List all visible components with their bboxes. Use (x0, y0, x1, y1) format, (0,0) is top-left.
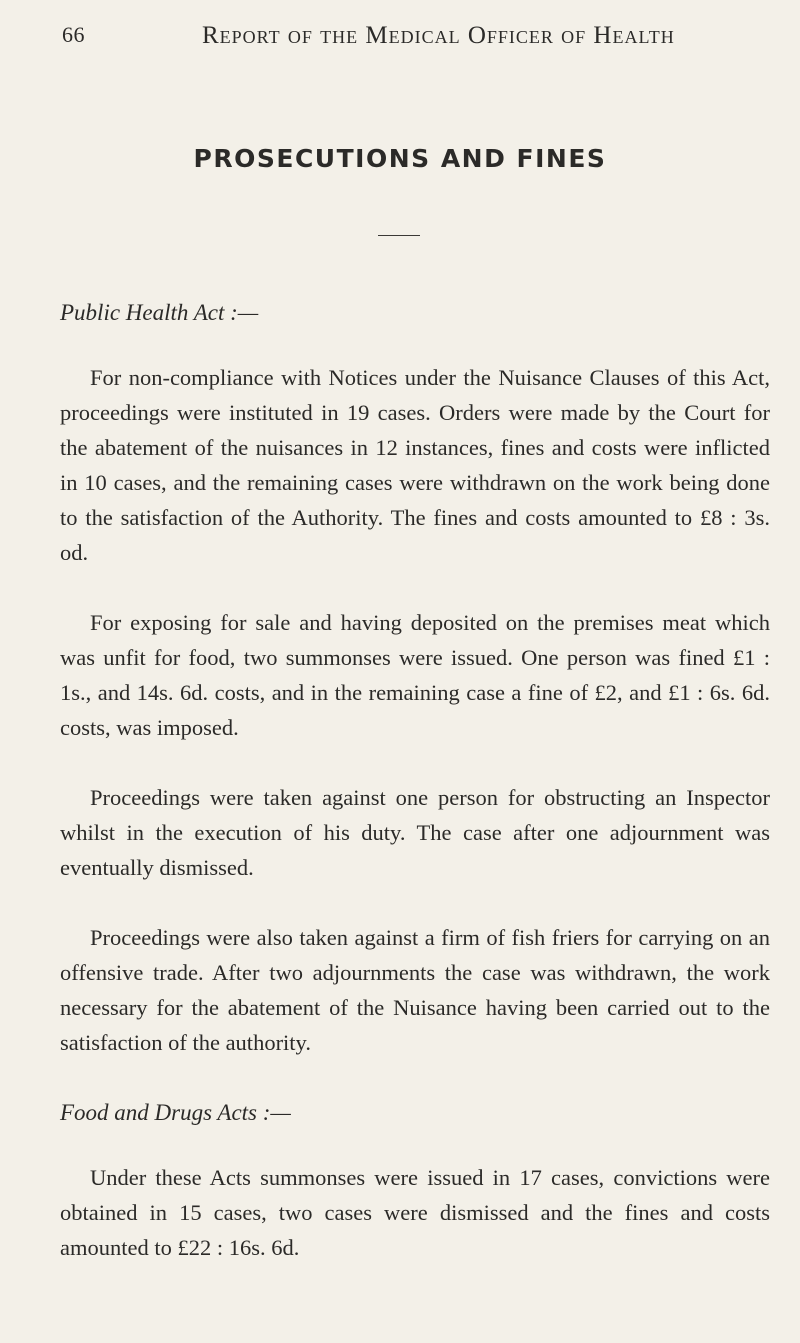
paragraph: Under these Acts summonses were issued in 17 cases, convictions were obtained in 15 cases, two cases were dismissed and the fines and costs amounted to £22 : 16s. 6d. (60, 1165, 770, 1260)
section-heading-food-and-drugs-acts: Food and Drugs Acts :— (60, 1100, 291, 1125)
running-title: Report of the Medical Officer of Health (202, 22, 675, 49)
section-heading-public-health-act: Public Health Act :— (60, 300, 259, 325)
page-number: 66 (62, 22, 85, 47)
paragraph: For non-compliance with Notices under the Nuisance Clauses of this Act, proceedings were instituted in 19 cases. Orders were made by the Court for the abatement of the nuisances in 12 instances, fines and costs were inflicted in 10 cases, and the remaining cases were withdrawn on the work being done to the satisfaction of the Authority. The fines and costs amounted to £8 : 3s. od. (60, 365, 770, 565)
document-body (60, 295, 770, 1265)
paragraph: Proceedings were taken against one person for obstructing an Inspector whilst in the execution of his duty. The case after one adjournment was eventually dismissed. (60, 785, 770, 880)
document-title: PROSECUTIONS AND FINES (193, 144, 607, 173)
running-head (62, 22, 762, 52)
paragraph: Proceedings were also taken against a firm of fish friers for carrying on an offensive trade. After two adjournments the case was withdrawn, the work necessary for the abatement of the Nuisance having been carried out to the satisfaction of the authority. (60, 925, 770, 1055)
title-divider (378, 235, 420, 236)
paragraph: For exposing for sale and having deposited on the premises meat which was unfit for food, two summonses were issued. One person was fined £1 : 1s., and 14s. 6d. costs, and in the remaining case a fine of £2, and £1 : 6s. 6d. costs, was imposed. (60, 610, 770, 740)
